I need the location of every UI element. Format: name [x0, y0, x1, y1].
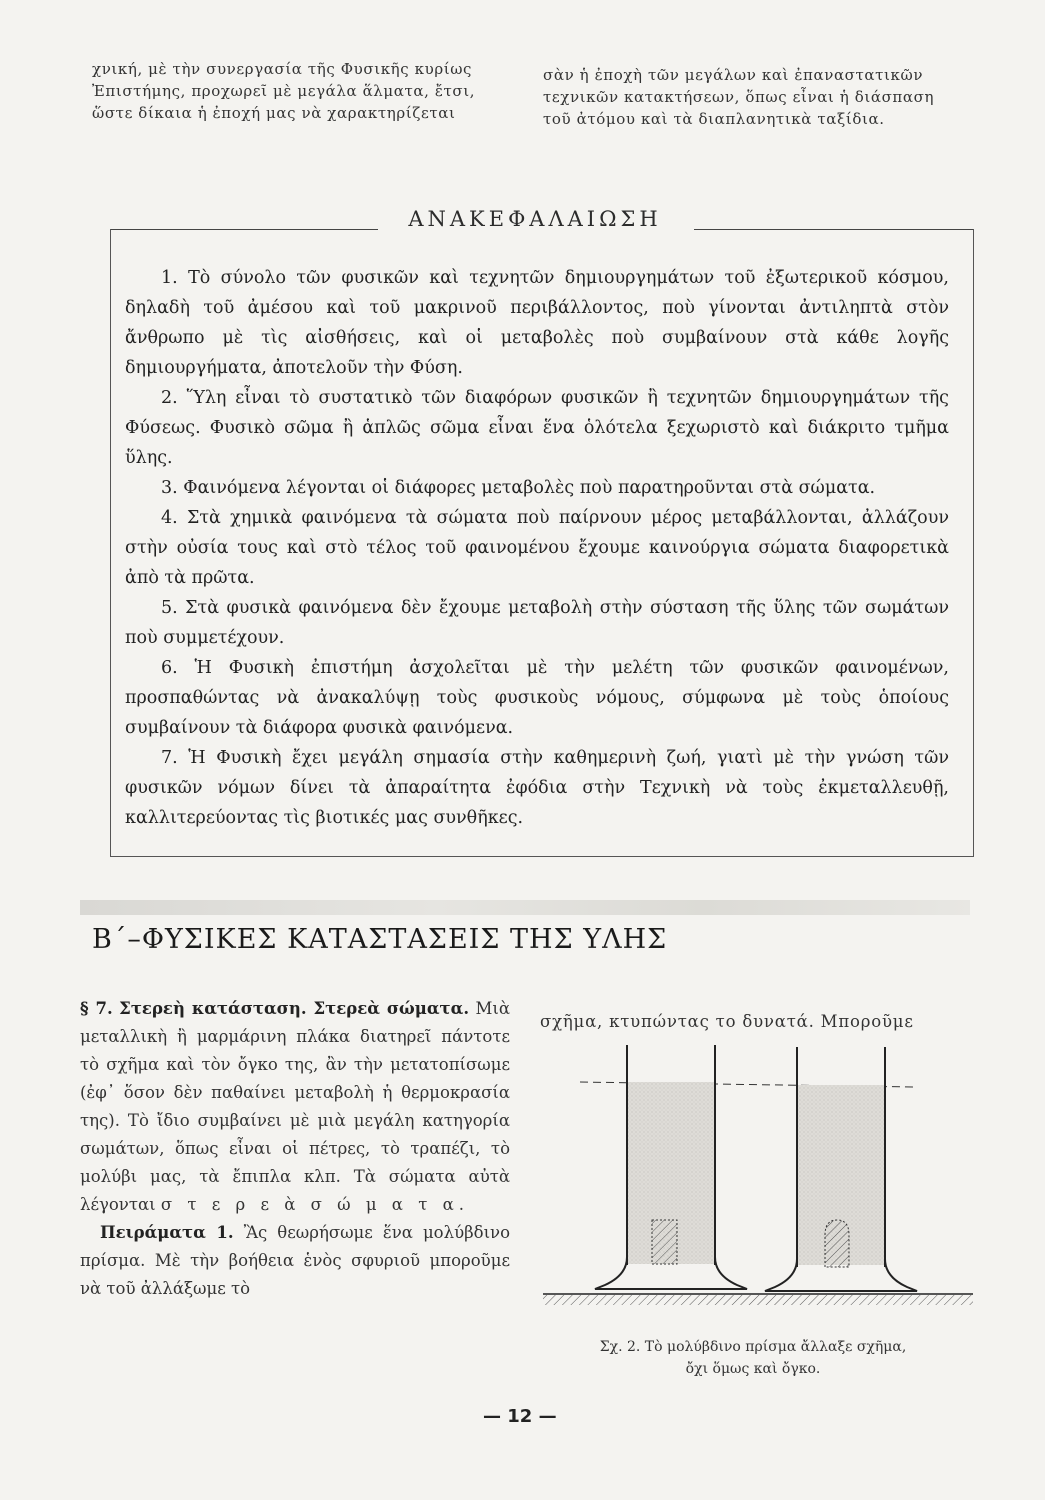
figure-2: [535, 1035, 985, 1335]
experiments-text: Ἂς θεωρήσωμε ἕνα μολύβδινο πρίσμα. Μὲ τὴν βοήθεια ἑνὸς σφυριοῦ μποροῦμε νὰ τοῦ ἀλλάξωμε τὸ: [80, 1223, 511, 1298]
lead-prism-block: [652, 1220, 677, 1264]
cylinder-right: [765, 1047, 917, 1291]
summary-title: ΑΝΑΚΕΦΑΛΑΙΩΣΗ: [408, 207, 662, 231]
continuation-right-column: [543, 64, 968, 130]
summary-item: 3. Φαινόμενα λέγονται οἱ διάφορες μεταβολὲς ποὺ παρατηροῦνται στὰ σώματα.: [161, 478, 876, 498]
section-body-left: [80, 995, 510, 1303]
experiments-label: Πειράματα 1.: [100, 1223, 234, 1242]
continuation-left-line: Ἐπιστήμης, προχωρεῖ μὲ μεγάλα ἅλματα, ἔτσι,: [92, 82, 476, 100]
caption-line: Σχ. 2. Τὸ μολύβδινο πρίσμα ἄλλαξε σχῆμα,: [599, 1339, 907, 1355]
term-solid-bodies: σ τ ε ρ ε ὰ σ ώ μ α τ α.: [160, 1195, 469, 1214]
print-shade-band: [80, 900, 970, 915]
summary-item: 7. Ἡ Φυσικὴ ἔχει μεγάλη σημασία στὴν καθημερινὴ ζωή, γιατὶ μὲ τὴν γνώση τῶν φυσικῶν νόμων δίνει τὰ ἀπαραίτητα ἐφόδια στὴν Τεχνικὴ νὰ τοὺς ἐκμεταλλευθῇ, καλλιτερεύοντας τὶς βιοτικές μας συνθῆκες.: [125, 748, 949, 828]
paragraph-number: § 7.: [80, 999, 113, 1018]
summary-item: 4. Στὰ χημικὰ φαινόμενα τὰ σώματα ποὺ παίρνουν μέρος μεταβάλλονται, ἀλλάζουν στὴν οὐσία τους καὶ στὸ τέλος τοῦ φαινομένου ἔχουμε καινούργια σώματα διαφορετικὰ ἀπὸ τὰ πρῶτα.: [125, 508, 949, 588]
paragraph-text: Μιὰ μεταλλικὴ ἢ μαρμάρινη πλάκα διατηρεῖ πάντοτε τὸ σχῆμα καὶ τὸν ὄγκο της, ἂν τὴν μετατοπίσωμε (ἐφ᾽ ὅσον δὲν παθαίνει μεταβολὴ ἡ θερμοκρασία της). Τὸ ἴδιο συμβαίνει μὲ μιὰ μεγάλη κατηγορία σωμάτων, ὅπως εἶναι οἱ πέτρες, τὸ τραπέζι, τὸ μολύβι μας, τὰ ἔπιπλα κλπ. Τὰ σώματα αὐτὰ λέγονται: [80, 999, 510, 1214]
cylinder-left: [595, 1045, 747, 1289]
summary-item: 1. Τὸ σύνολο τῶν φυσικῶν καὶ τεχνητῶν δημιουργημάτων τοῦ ἐξωτερικοῦ κόσμου, δηλαδὴ τοῦ ἀμέσου καὶ τοῦ μακρινοῦ περιβάλλοντος, ποὺ γίνονται ἀντιληπτὰ στὸν ἄνθρωπο μὲ τὶς αἰσθήσεις, καὶ οἱ μεταβολὲς ποὺ συμβαίνουν στὰ κάθε λογῆς δημιουργήματα, ἀποτελοῦν τὴν Φύση.: [125, 268, 949, 378]
experiments-paragraph: [80, 1219, 510, 1303]
right-column-continuation: σχῆμα, κτυπώντας το δυνατά. Μποροῦμε: [540, 1012, 914, 1031]
caption-line: ὄχι ὅμως καὶ ὄγκο.: [685, 1361, 821, 1377]
continuation-right-line: σὰν ἡ ἐποχὴ τῶν μεγάλων καὶ ἐπαναστατικῶν: [543, 66, 924, 84]
paragraph-heading: Στερεὴ κατάσταση. Στερεὰ σώματα.: [119, 999, 470, 1018]
cylinders-illustration: [535, 1035, 985, 1335]
continuation-left-column: [92, 58, 517, 124]
figure-caption: [548, 1336, 958, 1380]
paragraph-7: [80, 995, 510, 1219]
continuation-right-line: τοῦ ἀτόμου καὶ τὰ διαπλανητικὰ ταξίδια.: [543, 110, 885, 128]
summary-item: 6. Ἡ Φυσικὴ ἐπιστήμη ἀσχολεῖται μὲ τὴν μελέτη τῶν φυσικῶν φαινομένων, προσπαθώντας νὰ ἀνακαλύψῃ τοὺς φυσικοὺς νόμους, σύμφωνα μὲ τοὺς ὁποίους συμβαίνουν τὰ διάφορα φυσικὰ φαινόμενα.: [125, 658, 949, 738]
section-title: Β΄–ΦΥΣΙΚΕΣ ΚΑΤΑΣΤΑΣΕΙΣ ΤΗΣ ΥΛΗΣ: [92, 924, 668, 955]
summary-box: [110, 229, 974, 857]
continuation-right-line: τεχνικῶν κατακτήσεων, ὅπως εἶναι ἡ διάσπαση: [543, 88, 935, 106]
lead-prism-reshaped: [825, 1220, 849, 1267]
continuation-left-line: ὥστε δίκαια ἡ ἐποχή μας νὰ χαρακτηρίζεται: [92, 104, 456, 122]
summary-item: 2. Ὕλη εἶναι τὸ συστατικὸ τῶν διαφόρων φυσικῶν ἢ τεχνητῶν δημιουργημάτων τῆς Φύσεως. Φυσικὸ σῶμα ἢ ἁπλῶς σῶμα εἶναι ἕνα ὁλότελα ξεχωριστὸ καὶ διάκριτο τμῆμα ὕλης.: [125, 388, 949, 468]
page-number: — 12 —: [483, 1406, 557, 1427]
table-surface: [543, 1295, 973, 1305]
summary-item: 5. Στὰ φυσικὰ φαινόμενα δὲν ἔχουμε μεταβολὴ στὴν σύσταση τῆς ὕλης τῶν σωμάτων ποὺ συμμετέχουν.: [125, 598, 949, 648]
continuation-left-line: χνική, μὲ τὴν συνεργασία τῆς Φυσικῆς κυρίως: [92, 60, 473, 78]
